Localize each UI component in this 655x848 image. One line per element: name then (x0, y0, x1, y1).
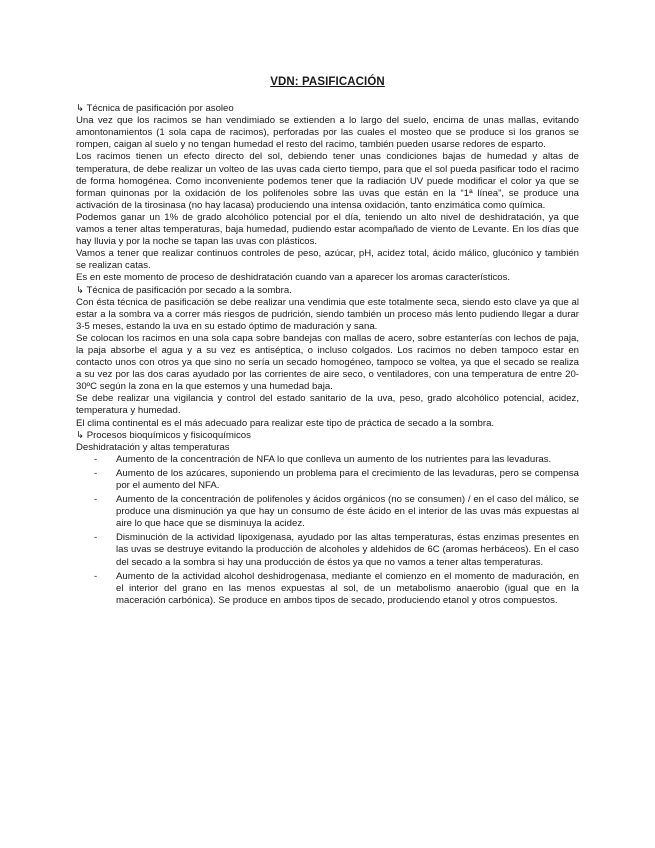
page-title: VDN: PASIFICACIÓN (270, 76, 385, 88)
subheading: Deshidratación y altas temperaturas (76, 441, 230, 453)
list-item: - Aumento de la concentración de polifenoles y ácidos orgánicos (no se consumen) / en el caso del málico, se produce una disminución ya que hay un consumo de éste ácido en el interior de las uvas más expuestas al aire lo que hace que se disminuya la acidez. (76, 494, 579, 530)
paragraph: Con ésta técnica de pasificación se debe realizar una vendimia que este totalmente seca, siendo esto clave ya que al estar a la sombra va a correr más riesgos de pudrición, siendo también un proceso más lento pudiendo llegar a durar 3-5 meses, estando la uva en su estado óptimo de maduración y sana. (76, 296, 579, 332)
list-item: - Disminución de la actividad lipoxigenasa, ayudado por las altas temperaturas, éstas enzimas presentes en las uvas se destruye evitando la producción de alcoholes y aldehidos de 6C (aromas herbáceos). En el caso del secado a la sombra si hay una producción de éstos ya que no vamos a tener altas temperaturas. (76, 532, 579, 568)
section-heading-asoleo: ↳ Técnica de pasificación por asoleo (76, 103, 234, 115)
paragraph: Se debe realizar una vigilancia y control del estado sanitario de la uva, peso, grado alcohólico potencial, acidez, temperatura y humedad. (76, 393, 579, 417)
section-heading-sombra: ↳ Técnica de pasificación por secado a la sombra. (76, 284, 292, 296)
paragraph: Es en este momento de proceso de deshidratación cuando van a aparecer los aromas característicos. (76, 272, 511, 284)
list-item: - Aumento de los azúcares, suponiendo un problema para el crecimiento de las levaduras, pero se compensa por el aumento del NFA. (76, 468, 579, 492)
paragraph: Vamos a tener que realizar continuos controles de peso, azúcar, pH, acidez total, ácido málico, glucónico y también se realizan catas. (76, 248, 579, 272)
paragraph: Podemos ganar un 1% de grado alcohólico potencial por el día, teniendo un alto nivel de deshidratación, ya que vamos a tener altas temperaturas, baja humedad, pudiendo estar acompañado de viento de Levante. En los días que hay lluvia y por la noche se tapan las uvas con plásticos. (76, 211, 579, 248)
paragraph: Los racimos tienen un efecto directo del sol, debiendo tener unas condiciones bajas de humedad y altas de temperatura, de debe realizar un volteo de las uvas cada cierto tiempo, para que el sol pueda pasificar todo el racimo de forma homogénea. Como inconveniente podemos tener que la radiación UV puede modificar el color ya que se forman quinonas por la oxidación de los polifenoles sobre las uvas que están en la “1ª línea”, se produce una activación de la tirosinasa (no hay lacasa) produciendo una intensa oxidación, tanto enzimática como química. (76, 151, 579, 211)
paragraph: Una vez que los racimos se han vendimiado se extienden a lo largo del suelo, encima de unas mallas, evitando amontonamientos (1 sola capa de racimos), perforadas por las cuales el mosteo que se produce si los granos se rompen, caigan al suelo y no tengan humedad el resto del racimo, también pueden usarse redores de esparto. (76, 115, 579, 151)
list-item: - Aumento de la actividad alcohol deshidrogenasa, mediante el comienzo en el momento de maduración, en el interior del grano en las menos expuestas al sol, de un metabolismo anaerobio (igual que en la maceración carbónica). Se produce en ambos tipos de secado, produciendo etanol y otros compuestos. (76, 571, 579, 607)
paragraph: El clima continental es el más adecuado para realizar este tipo de práctica de secado a la sombra. (76, 417, 495, 429)
bullet-list (76, 454, 579, 607)
list-item: - Aumento de la concentración de NFA lo que conlleva un aumento de los nutrientes para las levaduras. (76, 454, 579, 466)
section-heading-procesos: ↳ Procesos bioquímicos y fisicoquímicos (76, 429, 251, 441)
paragraph: Se colocan los racimos en una sola capa sobre bandejas con mallas de acero, sobre estanterías con lechos de paja, la paja absorbe el agua y a su vez es antiséptica, o incluso colgados. Los racimos no deben tampoco estar en contacto unos con otros ya que sino no sería un secado homogéneo, tampoco se voltea, ya que el secado se realiza a su vez por las dos caras ayudado por las corrientes de aire seco, o ventiladores, con una temperatura de entre 20-30ºC según la zona en la que estemos y una humedad baja. (76, 332, 579, 393)
